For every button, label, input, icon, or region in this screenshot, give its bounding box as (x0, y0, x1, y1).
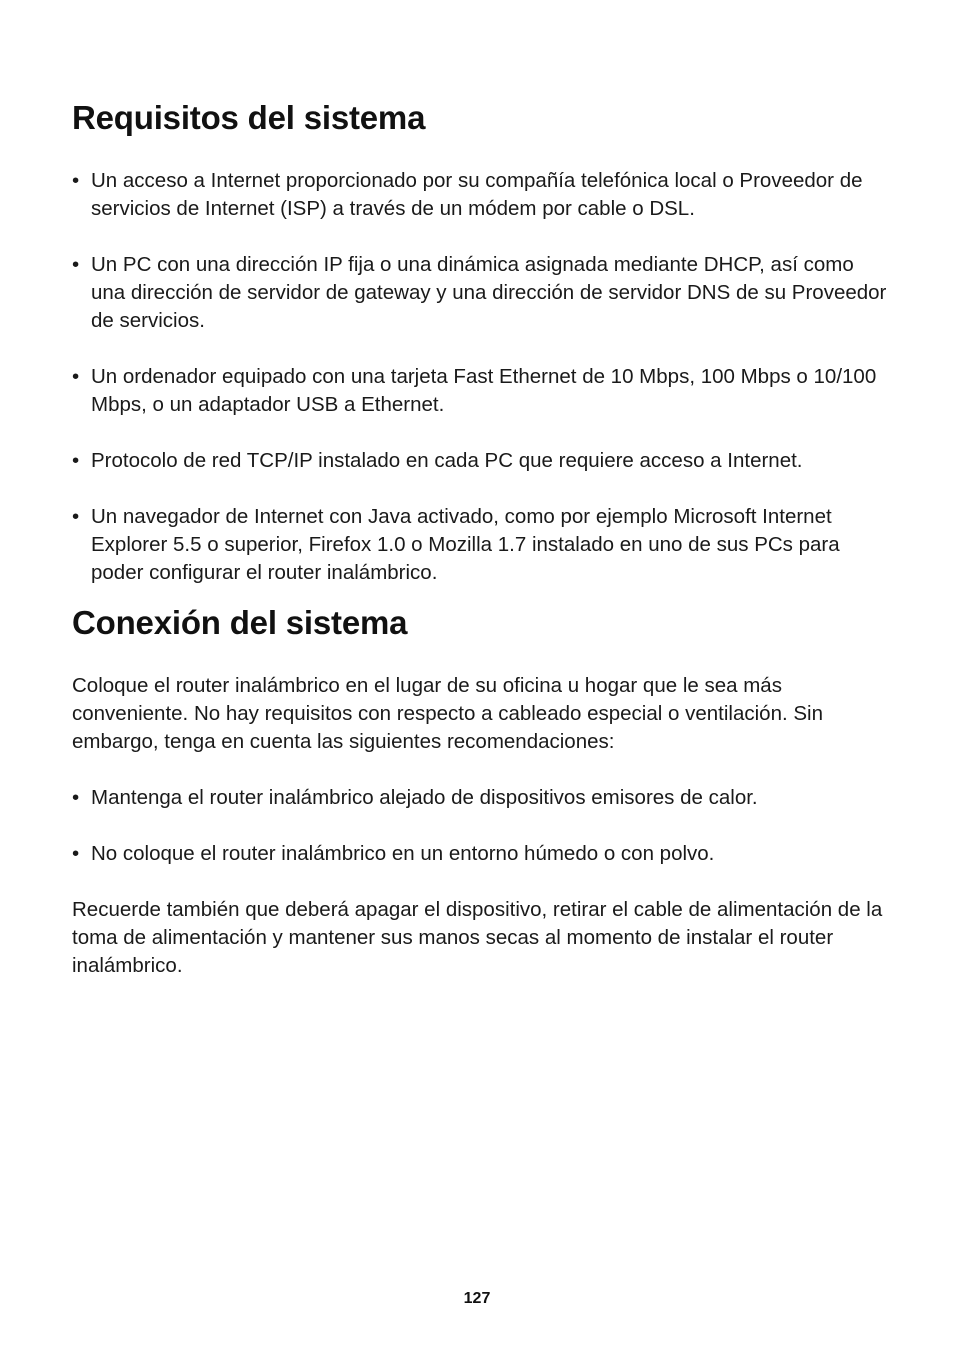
list-item (72, 503, 892, 587)
recommendations-list (72, 784, 892, 868)
list-item (72, 167, 892, 223)
list-item-text: Protocolo de red TCP/IP instalado en cada PC que requiere acceso a Internet. (91, 449, 803, 472)
list-item (72, 251, 892, 335)
list-item-text: Un PC con una dirección IP fija o una dinámica asignada mediante DHCP, así como una dirección de servidor de gateway y una dirección de servidor DNS de su Proveedor de servicios. (91, 253, 887, 332)
bullet-icon: • (72, 842, 80, 865)
list-item (72, 784, 892, 812)
bullet-icon: • (72, 786, 80, 809)
connection-section (72, 601, 892, 980)
connection-closing: Recuerde también que deberá apagar el dispositivo, retirar el cable de alimentación de la toma de alimentación y mantener sus manos secas al momento de instalar el router inalámbrico. (72, 898, 883, 977)
list-item-text: No coloque el router inalámbrico en un entorno húmedo o con polvo. (91, 842, 715, 865)
bullet-icon: • (72, 253, 80, 276)
list-item (72, 840, 892, 868)
list-item-text: Mantenga el router inalámbrico alejado de dispositivos emisores de calor. (91, 786, 758, 809)
page-number: 127 (463, 1290, 491, 1307)
list-item (72, 447, 892, 475)
requirements-heading: Requisitos del sistema (72, 99, 426, 136)
bullet-icon: • (72, 449, 80, 472)
bullet-icon: • (72, 169, 80, 192)
list-item-text: Un acceso a Internet proporcionado por su compañía telefónica local o Proveedor de servicios de Internet (ISP) a través de un módem por cable o DSL. (91, 169, 863, 220)
bullet-icon: • (72, 365, 80, 388)
connection-intro: Coloque el router inalámbrico en el lugar de su oficina u hogar que le sea más conveniente. No hay requisitos con respecto a cableado especial o ventilación. Sin embargo, tenga en cuenta las siguientes recomendaciones: (72, 674, 823, 753)
requirements-list (72, 167, 892, 587)
requirements-section (72, 96, 892, 587)
bullet-icon: • (72, 505, 80, 528)
list-item-text: Un navegador de Internet con Java activado, como por ejemplo Microsoft Internet Explorer 5.5 o superior, Firefox 1.0 o Mozilla 1.7 instalado en uno de sus PCs para poder configurar el router inalámbrico. (91, 505, 840, 584)
document-page (72, 96, 892, 980)
list-item-text: Un ordenador equipado con una tarjeta Fast Ethernet de 10 Mbps, 100 Mbps o 10/100 Mbps, o un adaptador USB a Ethernet. (91, 365, 877, 416)
connection-heading: Conexión del sistema (72, 604, 408, 641)
list-item (72, 363, 892, 419)
